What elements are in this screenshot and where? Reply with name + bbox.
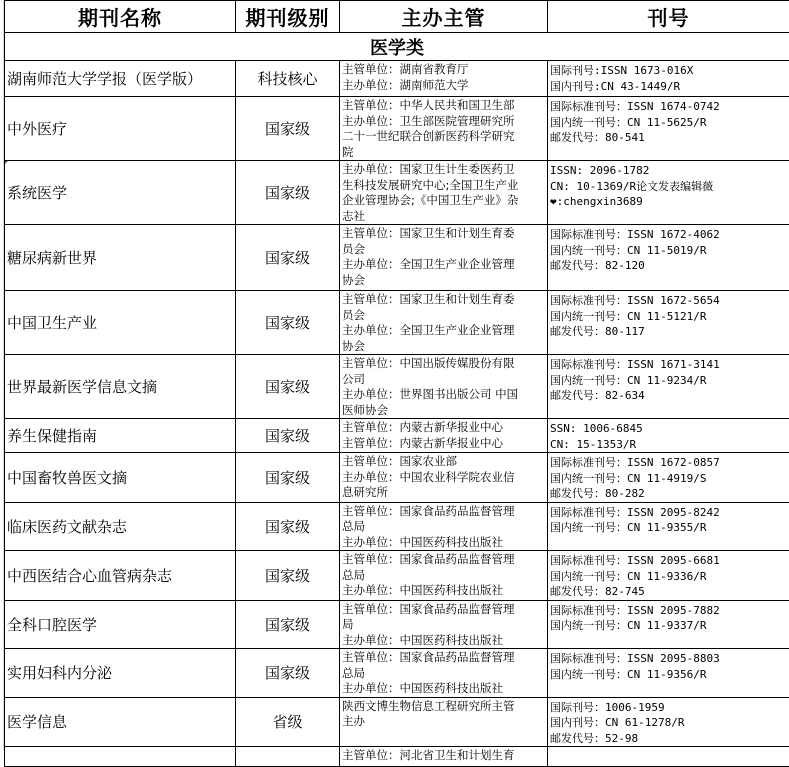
header-name[interactable]: 期刊名称 (5, 1, 236, 33)
issn-line: 国内刊号:CN 43-1449/R (550, 79, 789, 95)
journal-level-cell[interactable]: 国家级 (236, 291, 340, 355)
sponsor-cell[interactable] (340, 551, 548, 601)
issn-line: 邮发代号：80-282 (550, 486, 789, 502)
issn-line: CN: 10-1369/R论文发表编辑薇 (550, 179, 789, 195)
sponsor-line: 主管单位：国家食品药品监督管理 (342, 552, 547, 568)
journal-table (4, 0, 789, 767)
sponsor-line: 生科技发展研究中心;全国卫生产业 (342, 178, 547, 194)
sponsor-line: 主办 (342, 714, 547, 730)
journal-name-cell[interactable]: 中国卫生产业 (5, 291, 236, 355)
table-row (5, 600, 789, 649)
sponsor-cell[interactable] (340, 697, 548, 747)
journal-name-cell[interactable]: 中国畜牧兽医文摘 (5, 453, 236, 503)
sponsor-line: 主管单位：国家农业部 (342, 454, 547, 470)
issn-cell[interactable] (548, 419, 789, 453)
journal-level-cell[interactable]: 国家级 (236, 419, 340, 453)
issn-line: 国内统一刊号：CN 11-5625/R (550, 115, 789, 131)
issn-line: 邮发代号：82-120 (550, 258, 789, 274)
sponsor-line: 主办单位：卫生部医院管理研究所 (342, 114, 547, 130)
sponsor-line: 主管单位：内蒙古新华报业中心 (342, 420, 547, 436)
issn-line: 邮发代号：82-745 (550, 584, 789, 600)
sponsor-line: 主办单位：中国医药科技出版社 (342, 583, 547, 599)
issn-cell[interactable] (548, 697, 789, 747)
issn-line: 国际标准刊号：ISSN 1672-4062 (550, 227, 789, 243)
journal-level-cell[interactable]: 国家级 (236, 649, 340, 698)
issn-line: ❤:chengxin3689 (550, 194, 789, 210)
journal-name-cell[interactable]: 临床医药文献杂志 (5, 502, 236, 551)
sponsor-line: 主管单位：中华人民共和国卫生部 (342, 98, 547, 114)
sponsor-line: 主办单位：中国农业科学院农业信 (342, 470, 547, 486)
sponsor-cell[interactable] (340, 97, 548, 161)
issn-cell[interactable] (548, 600, 789, 649)
sponsor-line: 主办单位：全国卫生产业企业管理 (342, 323, 547, 339)
sponsor-line: 主管单位：国家食品药品监督管理 (342, 650, 547, 666)
issn-line: 国内统一刊号：CN 11-9336/R (550, 569, 789, 585)
sponsor-line: 员会 (342, 242, 547, 258)
issn-line: 国内统一刊号：CN 11-9337/R (550, 618, 789, 634)
issn-cell[interactable] (548, 225, 789, 291)
issn-line: 国际标准刊号：ISSN 1671-3141 (550, 357, 789, 373)
issn-cell[interactable] (548, 291, 789, 355)
journal-name-cell[interactable]: 中西医结合心血管病杂志 (5, 551, 236, 601)
sponsor-line: 主办单位：中国医药科技出版社 (342, 535, 547, 551)
header-issn[interactable]: 刊号 (548, 1, 789, 33)
sponsor-line: 二十一世纪联合创新医药科学研究 (342, 129, 547, 145)
sponsor-line: 总局 (342, 666, 547, 682)
issn-line: 国际刊号：1006-1959 (550, 700, 789, 716)
sponsor-line: 企业管理协会;《中国卫生产业》杂 (342, 193, 547, 209)
sponsor-cell[interactable] (340, 161, 548, 225)
sponsor-cell[interactable] (340, 600, 548, 649)
issn-line: SSN: 1006-6845 (550, 421, 789, 437)
sponsor-line: 主管单位：国家卫生和计划生育委 (342, 292, 547, 308)
issn-line: 国际标准刊号：ISSN 1674-0742 (550, 99, 789, 115)
table-row (5, 61, 789, 97)
issn-line: 国际标准刊号：ISSN 2095-8803 (550, 651, 789, 667)
table-row (5, 355, 789, 419)
sponsor-line: 陕西文博生物信息工程研究所主管 (342, 699, 547, 715)
sponsor-line: 主办单位：中国医药科技出版社 (342, 633, 547, 649)
sponsor-cell[interactable] (340, 225, 548, 291)
header-level[interactable]: 期刊级别 (236, 1, 340, 33)
table-row (5, 502, 789, 551)
sponsor-line: 主办单位：世界图书出版公司 中国 (342, 387, 547, 403)
issn-line: 国内统一刊号：CN 11-5019/R (550, 243, 789, 259)
issn-line: 国际标准刊号：ISSN 2095-7882 (550, 603, 789, 619)
journal-level-cell[interactable]: 国家级 (236, 453, 340, 503)
section-row (5, 33, 789, 61)
table-row (5, 453, 789, 503)
journal-level-cell[interactable]: 国家级 (236, 97, 340, 161)
journal-name-cell[interactable]: 糖尿病新世界 (5, 225, 236, 291)
issn-line: 国际标准刊号：ISSN 2095-6681 (550, 553, 789, 569)
journal-name-cell[interactable]: 湖南师范大学学报（医学版） (5, 61, 236, 97)
issn-line: 国际刊号:ISSN 1673-016X (550, 63, 789, 79)
header-sponsor[interactable]: 主办主管 (340, 1, 548, 33)
journal-name-cell[interactable]: 养生保健指南 (5, 419, 236, 453)
sponsor-line: 息研究所 (342, 485, 547, 501)
table-row (5, 225, 789, 291)
journal-name-cell[interactable]: 医学信息 (5, 697, 236, 747)
issn-cell[interactable] (548, 61, 789, 97)
journal-level-cell[interactable]: 省级 (236, 697, 340, 747)
sponsor-line: 院 (342, 145, 547, 161)
sponsor-cell[interactable] (340, 453, 548, 503)
sponsor-line: 主管单位：内蒙古新华报业中心 (342, 436, 547, 452)
issn-cell[interactable] (548, 97, 789, 161)
issn-line: 国际标准刊号：ISSN 2095-8242 (550, 505, 789, 521)
sponsor-line: 主管单位：国家食品药品监督管理 (342, 504, 547, 520)
header-row (5, 1, 789, 33)
sponsor-line: 主办单位：全国卫生产业企业管理 (342, 257, 547, 273)
issn-line: 国内统一刊号：CN 11-4919/S (550, 471, 789, 487)
issn-cell[interactable] (548, 355, 789, 419)
sponsor-line: 公司 (342, 372, 547, 388)
journal-name-cell[interactable]: 系统医学 (5, 161, 236, 225)
sponsor-cell[interactable] (340, 649, 548, 698)
table-row (5, 291, 789, 355)
journal-level-cell[interactable]: 国家级 (236, 600, 340, 649)
sponsor-line: 员会 (342, 308, 547, 324)
table-row (5, 161, 789, 225)
issn-cell[interactable] (548, 649, 789, 698)
journal-level-cell[interactable]: 国家级 (236, 551, 340, 601)
issn-line: 邮发代号：82-634 (550, 388, 789, 404)
sponsor-line: 总局 (342, 519, 547, 535)
journal-name-cell[interactable]: 全科口腔医学 (5, 600, 236, 649)
sponsor-line: 主管单位：湖南省教育厅 (342, 62, 547, 78)
issn-line: ISSN: 2096-1782 (550, 163, 789, 179)
issn-line: 邮发代号：52-98 (550, 731, 789, 747)
sponsor-line: 协会 (342, 339, 547, 355)
sponsor-line: 协会 (342, 273, 547, 289)
issn-cell[interactable] (548, 502, 789, 551)
sponsor-cell[interactable] (340, 355, 548, 419)
sponsor-line: 主办单位：中国医药科技出版社 (342, 681, 547, 697)
issn-cell[interactable] (548, 161, 789, 225)
journal-level-cell[interactable]: 国家级 (236, 355, 340, 419)
sponsor-line: 志社 (342, 209, 547, 225)
journal-level-cell[interactable]: 国家级 (236, 502, 340, 551)
issn-line: 国际标准刊号：ISSN 1672-5654 (550, 293, 789, 309)
journal-level-cell[interactable]: 国家级 (236, 225, 340, 291)
table-row (5, 649, 789, 698)
issn-line: 国内统一刊号：CN 11-9356/R (550, 667, 789, 683)
issn-line: 邮发代号：80-541 (550, 130, 789, 146)
table-row (5, 697, 789, 747)
table-row (5, 551, 789, 601)
issn-line: 国内统一刊号：CN 11-9234/R (550, 373, 789, 389)
sponsor-line: 主办单位：国家卫生计生委医药卫 (342, 162, 547, 178)
journal-name-cell[interactable]: 实用妇科内分泌 (5, 649, 236, 698)
sponsor-cell[interactable] (340, 502, 548, 551)
journal-name-cell[interactable]: 中外医疗 (5, 97, 236, 161)
sponsor-line: 主管单位：中国出版传媒股份有限 (342, 356, 547, 372)
table-row (5, 97, 789, 161)
sponsor-cell[interactable] (340, 419, 548, 453)
journal-level-cell[interactable]: 国家级 (236, 161, 340, 225)
issn-line: 邮发代号：80-117 (550, 324, 789, 340)
issn-line: 国际标准刊号：ISSN 1672-0857 (550, 455, 789, 471)
sponsor-line: 局 (342, 617, 547, 633)
issn-line: CN: 15-1353/R (550, 437, 789, 453)
journal-level-cell[interactable]: 科技核心 (236, 61, 340, 97)
section-title[interactable]: 医学类 (5, 33, 789, 61)
sponsor-line: 医师协会 (342, 403, 547, 419)
sponsor-line: 主管单位：国家食品药品监督管理 (342, 602, 547, 618)
journal-spreadsheet (4, 0, 789, 767)
sponsor-line: 主管单位：国家卫生和计划生育委 (342, 226, 547, 242)
sponsor-line: 主办单位：湖南师范大学 (342, 78, 547, 94)
issn-line: 国内刊号：CN 61-1278/R (550, 715, 789, 731)
sponsor-line: 总局 (342, 568, 547, 584)
issn-cell[interactable] (548, 453, 789, 503)
table-row (5, 419, 789, 453)
issn-line: 国内统一刊号：CN 11-5121/R (550, 309, 789, 325)
sponsor-cell[interactable] (340, 291, 548, 355)
issn-cell[interactable] (548, 551, 789, 601)
sponsor-cell[interactable] (340, 61, 548, 97)
sponsor-line: 主管单位：河北省卫生和计划生育 (342, 748, 547, 764)
issn-line: 国内统一刊号：CN 11-9355/R (550, 520, 789, 536)
journal-name-cell[interactable]: 世界最新医学信息文摘 (5, 355, 236, 419)
